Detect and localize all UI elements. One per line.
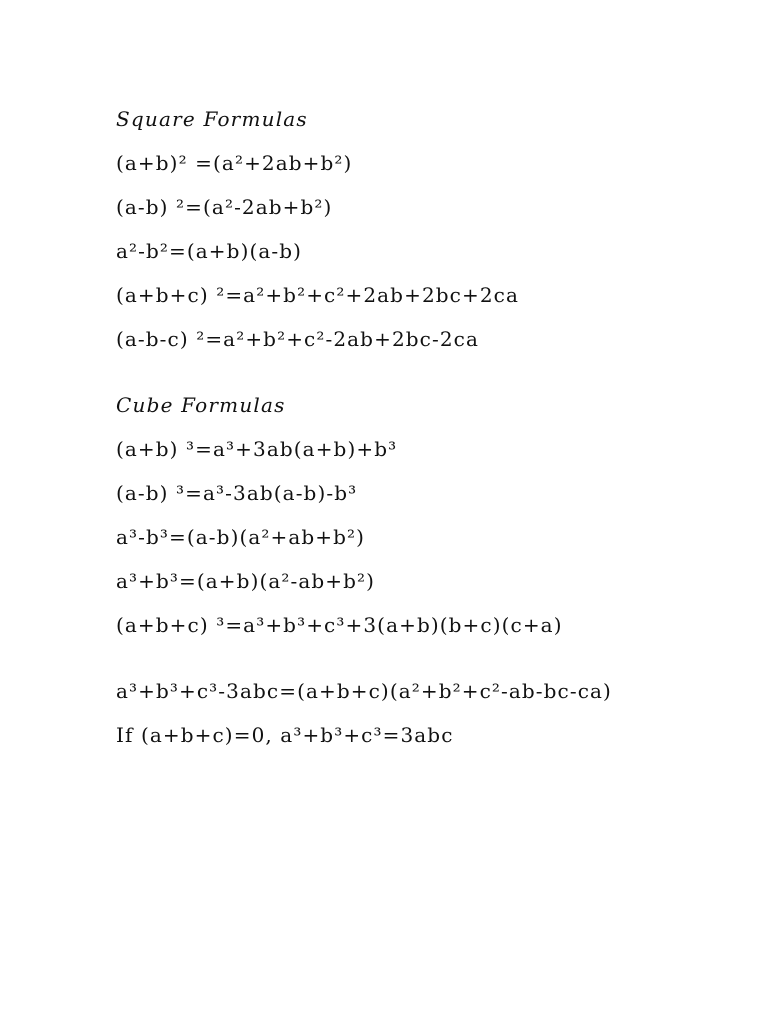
section-spacer	[116, 652, 736, 674]
square-formulas-heading: Square Formulas	[116, 107, 308, 131]
formula-line: (a-b) ²=(a²-2ab+b²)	[116, 195, 333, 219]
formula-line: a³+b³+c³-3abc=(a+b+c)(a²+b²+c²-ab-bc-ca)	[116, 679, 612, 703]
formula-line: a²-b²=(a+b)(a-b)	[116, 239, 303, 263]
formula-line: (a+b) ³=a³+3ab(a+b)+b³	[116, 437, 398, 461]
identity-section	[116, 674, 736, 762]
cube-formulas-section	[116, 388, 736, 652]
section-spacer	[116, 366, 736, 388]
document-page	[116, 102, 736, 762]
formula-line: (a-b) ³=a³-3ab(a-b)-b³	[116, 481, 358, 505]
square-formulas-section	[116, 102, 736, 366]
formula-line: a³-b³=(a-b)(a²+ab+b²)	[116, 525, 366, 549]
formula-line: (a+b)² =(a²+2ab+b²)	[116, 151, 353, 175]
formula-line: (a+b+c) ³=a³+b³+c³+3(a+b)(b+c)(c+a)	[116, 613, 563, 637]
formula-line: a³+b³=(a+b)(a²-ab+b²)	[116, 569, 376, 593]
formula-line: If (a+b+c)=0, a³+b³+c³=3abc	[116, 723, 454, 747]
formula-line: (a+b+c) ²=a²+b²+c²+2ab+2bc+2ca	[116, 283, 519, 307]
formula-line: (a-b-c) ²=a²+b²+c²-2ab+2bc-2ca	[116, 327, 479, 351]
cube-formulas-heading: Cube Formulas	[116, 393, 286, 417]
